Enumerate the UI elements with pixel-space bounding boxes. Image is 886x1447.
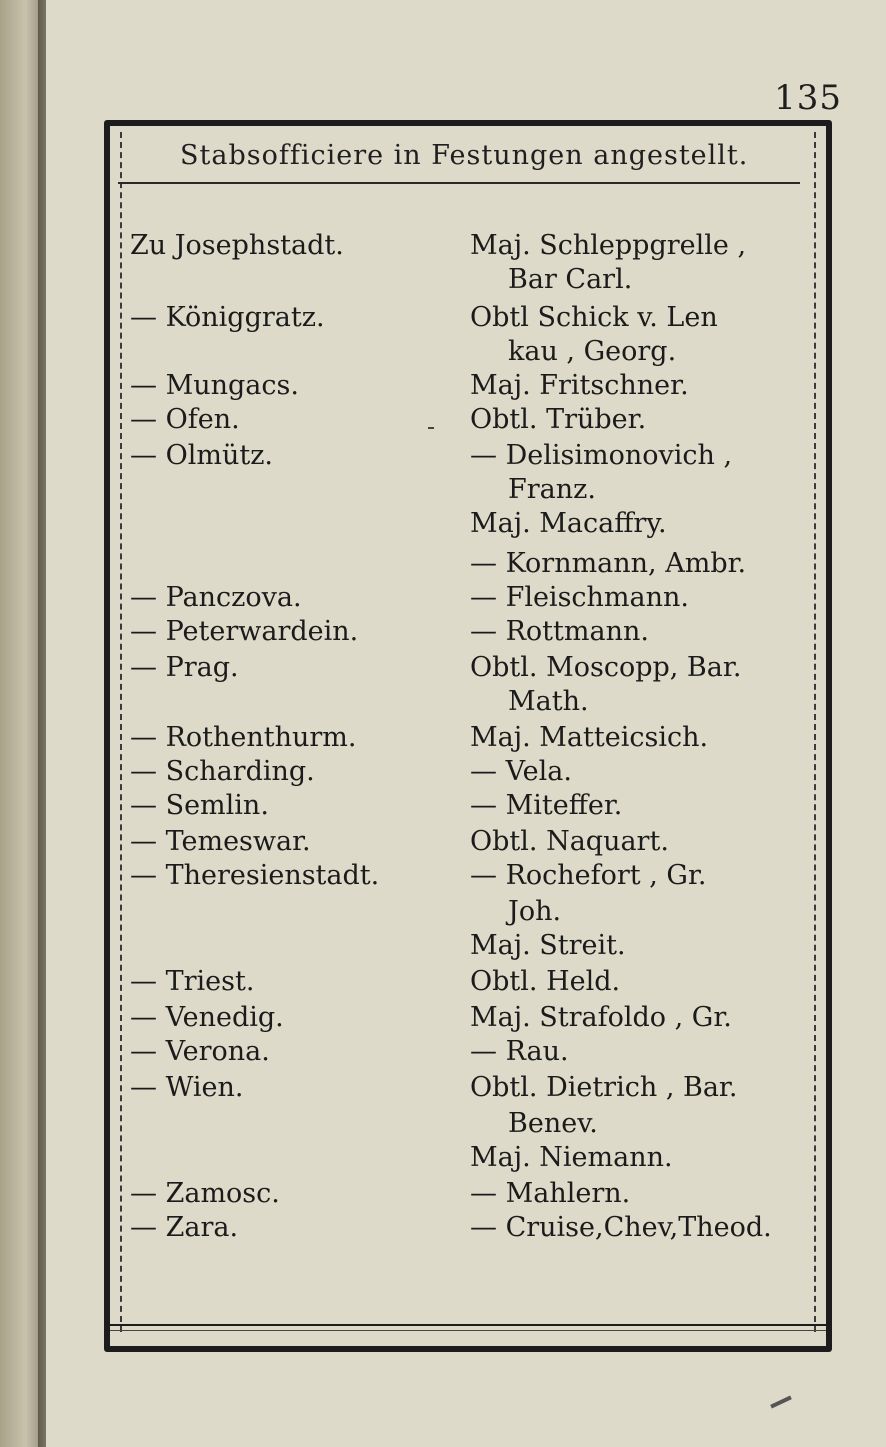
place-zara: — Zara. (130, 1212, 239, 1243)
officer-line: kau , Georg. (508, 336, 677, 367)
place-zamosc: — Zamosc. (130, 1178, 280, 1209)
officer-line: — Rottmann. (470, 616, 649, 647)
page-number: 135 (774, 78, 842, 118)
place-venedig: — Venedig. (130, 1002, 284, 1033)
place-koniggratz: — Königgratz. (130, 302, 325, 333)
place-temeswar: — Temeswar. (130, 826, 311, 857)
officer-line: Obtl. Naquart. (470, 826, 669, 857)
officer-line: Bar Carl. (508, 264, 633, 295)
heading-rule (118, 182, 800, 184)
place-peterwardein: — Peterwardein. (130, 616, 359, 647)
officer-line: Math. (508, 686, 589, 717)
bottom-rule (110, 1324, 826, 1326)
officer-line: Obtl. Dietrich , Bar. (470, 1072, 738, 1103)
officer-line: — Rochefort , Gr. (470, 860, 707, 891)
officer-line: — Cruise,Chev,Theod. (470, 1212, 772, 1243)
officer-line: — Delisimonovich , (470, 440, 733, 471)
place-josephstadt: Zu Josephstadt. (130, 230, 344, 261)
officer-line: Obtl. Held. (470, 966, 621, 997)
officer-line: Maj. Macaffry. (470, 508, 667, 539)
bottom-rule-thin (110, 1330, 826, 1331)
officer-line: Maj. Fritschner. (470, 370, 689, 401)
officer-line: Obtl. Moscopp, Bar. (470, 652, 742, 683)
officer-line: — Miteffer. (470, 790, 623, 821)
place-olmutz: — Olmütz. (130, 440, 274, 471)
officer-line: — Kornmann, Ambr. (470, 548, 747, 579)
place-panczova: — Panczova. (130, 582, 302, 613)
place-ofen: — Ofen. (130, 404, 240, 435)
officer-line: Maj. Strafoldo , Gr. (470, 1002, 732, 1033)
section-heading: Stabsofficiere in Festungen angestellt. (180, 140, 749, 171)
place-rothenthurm: — Rothenthurm. (130, 722, 357, 753)
place-verona: — Verona. (130, 1036, 270, 1067)
officer-line: Maj. Niemann. (470, 1142, 673, 1173)
place-prag: — Prag. (130, 652, 239, 683)
printed-mark (428, 427, 434, 429)
officer-line: Maj. Matteicsich. (470, 722, 709, 753)
place-semlin: — Semlin. (130, 790, 269, 821)
officer-line: Benev. (508, 1108, 598, 1139)
officer-line: — Mahlern. (470, 1178, 631, 1209)
officer-line: — Rau. (470, 1036, 569, 1067)
place-wien: — Wien. (130, 1072, 244, 1103)
book-gutter (38, 0, 46, 1447)
officer-line: Maj. Streit. (470, 930, 626, 961)
officer-line: Joh. (508, 896, 562, 927)
officer-line: Obtl. Trüber. (470, 404, 647, 435)
officer-line: Franz. (508, 474, 596, 505)
place-theresienstadt: — Theresienstadt. (130, 860, 380, 891)
place-triest: — Triest. (130, 966, 255, 997)
officer-line: — Vela. (470, 756, 572, 787)
officer-line: Obtl Schick v. Len (470, 302, 718, 333)
place-mungacs: — Mungacs. (130, 370, 299, 401)
officer-line: Maj. Schleppgrelle , (470, 230, 747, 261)
place-scharding: — Scharding. (130, 756, 315, 787)
officer-line: — Fleischmann. (470, 582, 689, 613)
